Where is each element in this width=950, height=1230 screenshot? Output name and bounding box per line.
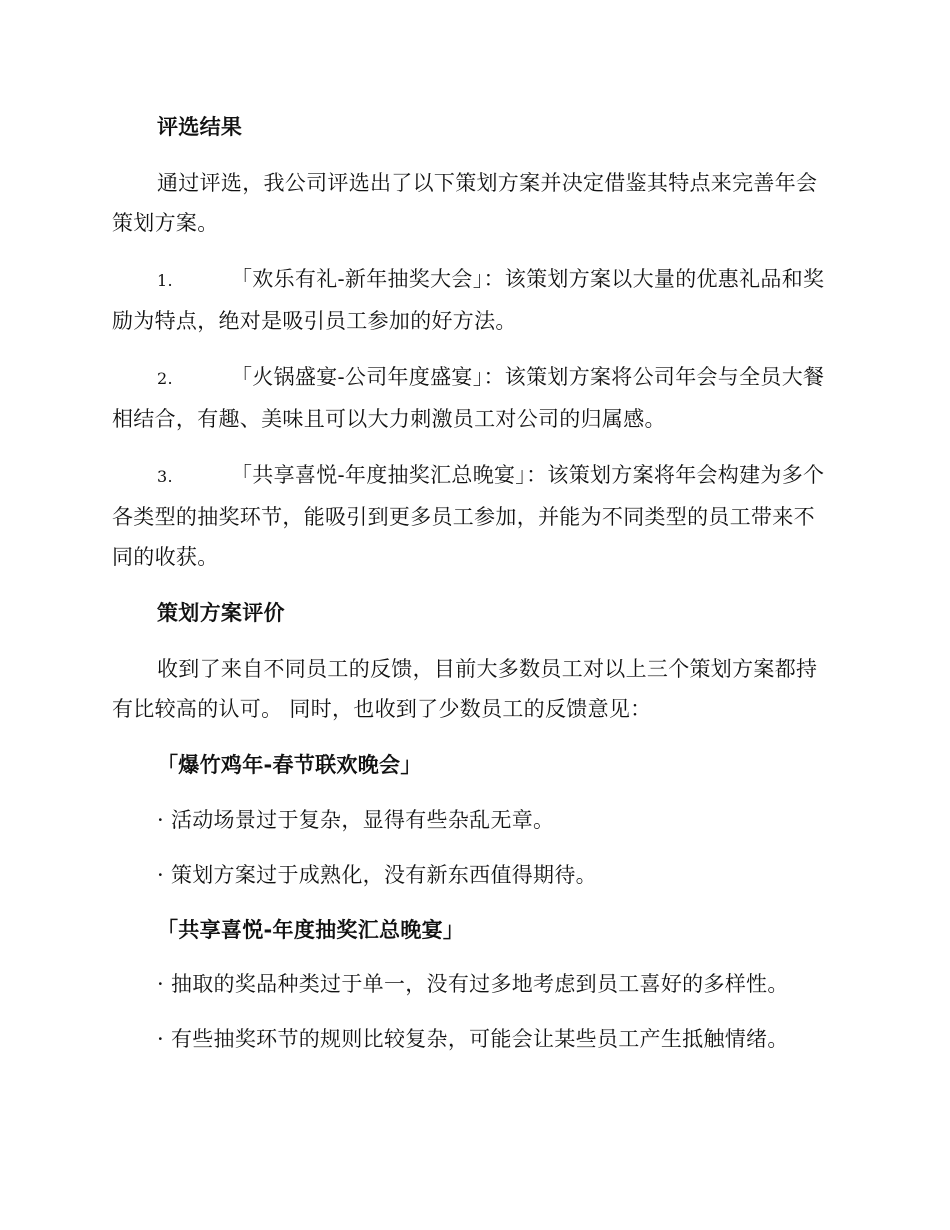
section-heading-evaluation: 策划方案评价 <box>157 601 285 625</box>
results-item-3 <box>112 455 832 577</box>
item-text: 「共享喜悦-年度抽奖汇总晚宴」：该策划方案将年会构建为多个各类型的抽奖环节，能吸引到更多员工参加，并能为不同类型的员工带来不同的收获。 <box>112 463 825 569</box>
results-item-1 <box>112 259 832 341</box>
results-intro-paragraph: 通过评选，我公司评选出了以下策划方案并决定借鉴其特点来完善年会策划方案。 <box>112 171 818 235</box>
item-number: 1. <box>157 271 173 290</box>
evaluation-intro-paragraph: 收到了来自不同员工的反馈，目前大多数员工对以上三个策划方案都持有比较高的认可。 同时，也收到了少数员工的反馈意见： <box>112 657 818 721</box>
item-text: 「火锅盛宴-公司年度盛宴」：该策划方案将公司年会与全员大餐相结合，有趣、美味且可以大力刺激员工对公司的归属感。 <box>112 365 825 431</box>
feedback-bullet: · 活动场景过于复杂，显得有些杂乱无章。 <box>157 808 555 832</box>
section-heading-results: 评选结果 <box>157 115 243 139</box>
item-number: 3. <box>157 467 173 486</box>
feedback-bullet: · 有些抽奖环节的规则比较复杂，可能会让某些员工产生抵触情绪。 <box>157 1027 789 1051</box>
feedback-bullet: · 抽取的奖品种类过于单一，没有过多地考虑到员工喜好的多样性。 <box>157 972 789 996</box>
feedback-group-title-1: 「爆竹鸡年-春节联欢晚会」 <box>157 753 422 777</box>
results-item-2 <box>112 357 832 439</box>
item-number: 2. <box>157 369 173 388</box>
feedback-bullet: · 策划方案过于成熟化，没有新东西值得期待。 <box>157 863 597 887</box>
feedback-group-title-2: 「共享喜悦-年度抽奖汇总晚宴」 <box>157 918 465 942</box>
item-text: 「欢乐有礼-新年抽奖大会」：该策划方案以大量的优惠礼品和奖励为特点，绝对是吸引员工参加的好方法。 <box>112 267 825 333</box>
